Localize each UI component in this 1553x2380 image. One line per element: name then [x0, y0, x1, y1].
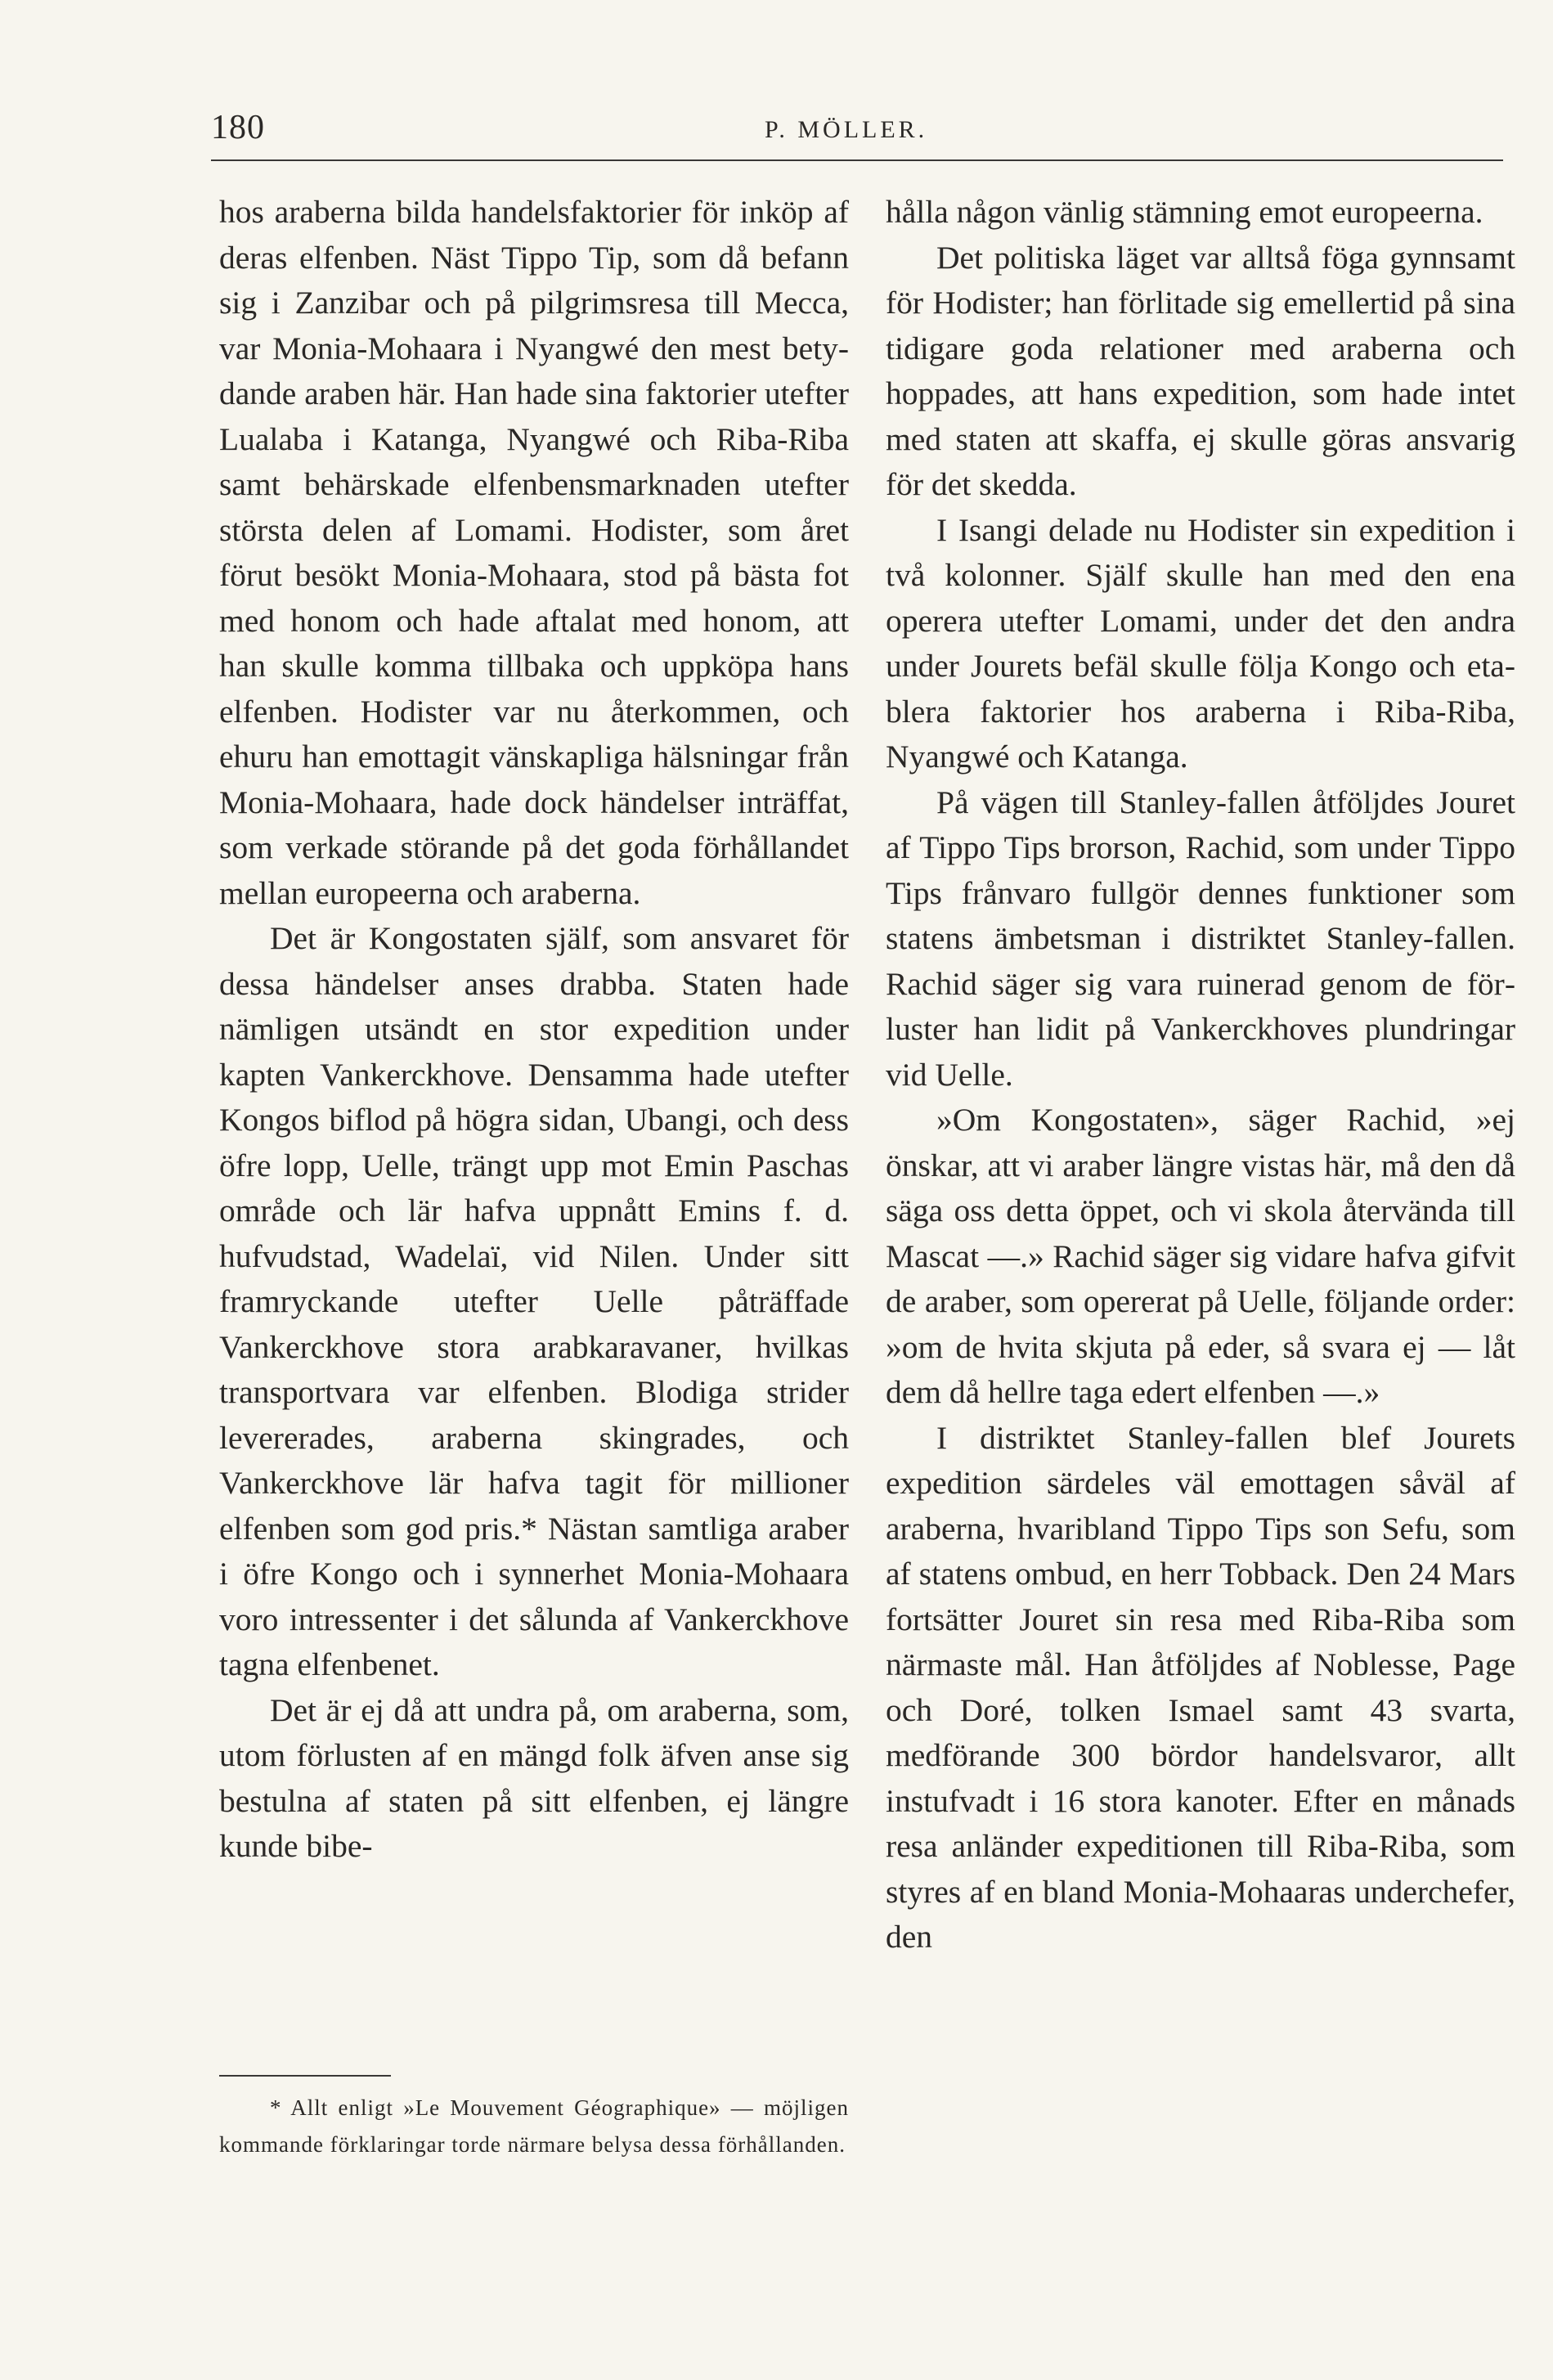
header-rule	[211, 159, 1503, 161]
left-column	[219, 190, 849, 1870]
left-paragraph-2: Det är Kongostaten själf, som ansvaret för dessa händelser anses drabba. Staten hade nämligen utsändt en stor expedition under kapten Vankerckhove. Densamma hade utefter Kongos biflod på högra sidan, Ubangi, och dess öfre lopp, Uelle, trängt upp mot Emin Paschas område och lär hafva uppnått Emins f. d. hufvudstad, Wadelaï, vid Nilen. Under sitt framryckande utefter Uelle påträffade Vankerckhove stora arabkaravaner, hvilkas transportvara var elfenben. Blodiga strider levererades, araberna skingrades, och Vankerckhove lär hafva tagit för millioner elfenben som god pris.* Nästan samtliga araber i öfre Kongo och i synnerhet Monia-Mohaara voro intressenter i det sålunda af Vankerckhove tagna elfenbenet.	[219, 920, 849, 1682]
footnote: * Allt enligt »Le Mouvement Géographique» — möjligen kommande förklaringar torde närmare belysa dessa förhållanden.	[219, 2095, 849, 2157]
page-number: 180	[211, 109, 265, 146]
right-paragraph-4: På vägen till Stanley-fallen åtföljdes Jouret af Tippo Tips brorson, Rachid, som under Tippo Tips frånvaro fullgör dennes funktioner som statens ämbetsman i distriktet Stanley-fallen. Rachid säger sig vara ruinerad genom de förluster han lidit på Vankerckhoves plundringar vid Uelle.	[886, 784, 1515, 1093]
right-paragraph-2: Det politiska läget var alltså föga gynnsamt för Hodister; han förlitade sig emellertid på sina tidigare goda relationer med araberna och hoppades, att hans expedition, som hade intet med staten att skaffa, ej skulle göras ansvarig för det skedda.	[886, 239, 1515, 502]
running-head: P. MÖLLER.	[765, 116, 928, 143]
left-paragraph-3: Det är ej då att undra på, om araberna, som, utom förlusten af en mängd folk äfven anse sig bestulna af staten på sitt elfenben, ej längre kunde bibe-	[219, 1691, 849, 1864]
footnote-rule	[219, 2075, 391, 2077]
right-paragraph-1: hålla någon vänlig stämning emot europeerna.	[886, 194, 1483, 230]
right-column	[886, 190, 1515, 1960]
right-paragraph-3: I Isangi delade nu Hodister sin expedition i två kolonner. Själf skulle han med den ena operera utefter Lomami, under det den andra under Jourets befäl skulle följa Kongo och etablera faktorier hos araberna i Riba-Riba, Nyangwé och Katanga.	[886, 511, 1515, 775]
right-paragraph-6: I distriktet Stanley-fallen blef Jourets expedition särdeles väl emottagen såväl af araberna, hvaribland Tippo Tips son Sefu, som af statens ombud, en herr Tobback. Den 24 Mars fortsätter Jouret sin resa med Riba-Riba som närmaste mål. Han åtföljdes af Noblesse, Page och Doré, tolken Ismael samt 43 svarta, medförande 300 bördor handelsvaror, allt instufvadt i 16 stora kanoter. Efter en månads resa anländer expeditionen till Riba-Riba, som styres af en bland Monia-Mohaaras underchefer, den	[886, 1419, 1515, 1955]
right-paragraph-5: »Om Kongostaten», säger Rachid, »ej önskar, att vi araber längre vistas här, må den då säga oss detta öppet, och vi skola återvända till Mascat —.» Rachid säger sig vidare hafva gifvit de araber, som opererat på Uelle, följande order: »om de hvita skjuta på eder, så svara ej — låt dem då hellre taga edert elfenben —.»	[886, 1102, 1515, 1410]
left-paragraph-1: hos araberna bilda handelsfaktorier för inköp af deras elfenben. Näst Tippo Tip, som då befann sig i Zanzibar och på pilgrimsresa till Mecca, var Monia-Mohaara i Nyangwé den mest betydande araben här. Han hade sina faktorier utefter Lualaba i Katanga, Nyangwé och Riba-Riba samt behärskade elfenbensmarknaden utefter största delen af Lomami. Hodister, som året förut besökt Monia-Mohaara, stod på bästa fot med honom och hade aftalat med honom, att han skulle komma tillbaka och uppköpa hans elfenben. Hodister var nu återkommen, och ehuru han emottagit vänskapliga hälsningar från Monia-Mohaara, hade dock händelser inträffat, som verkade störande på det goda förhållandet mellan europeerna och araberna.	[219, 194, 849, 911]
